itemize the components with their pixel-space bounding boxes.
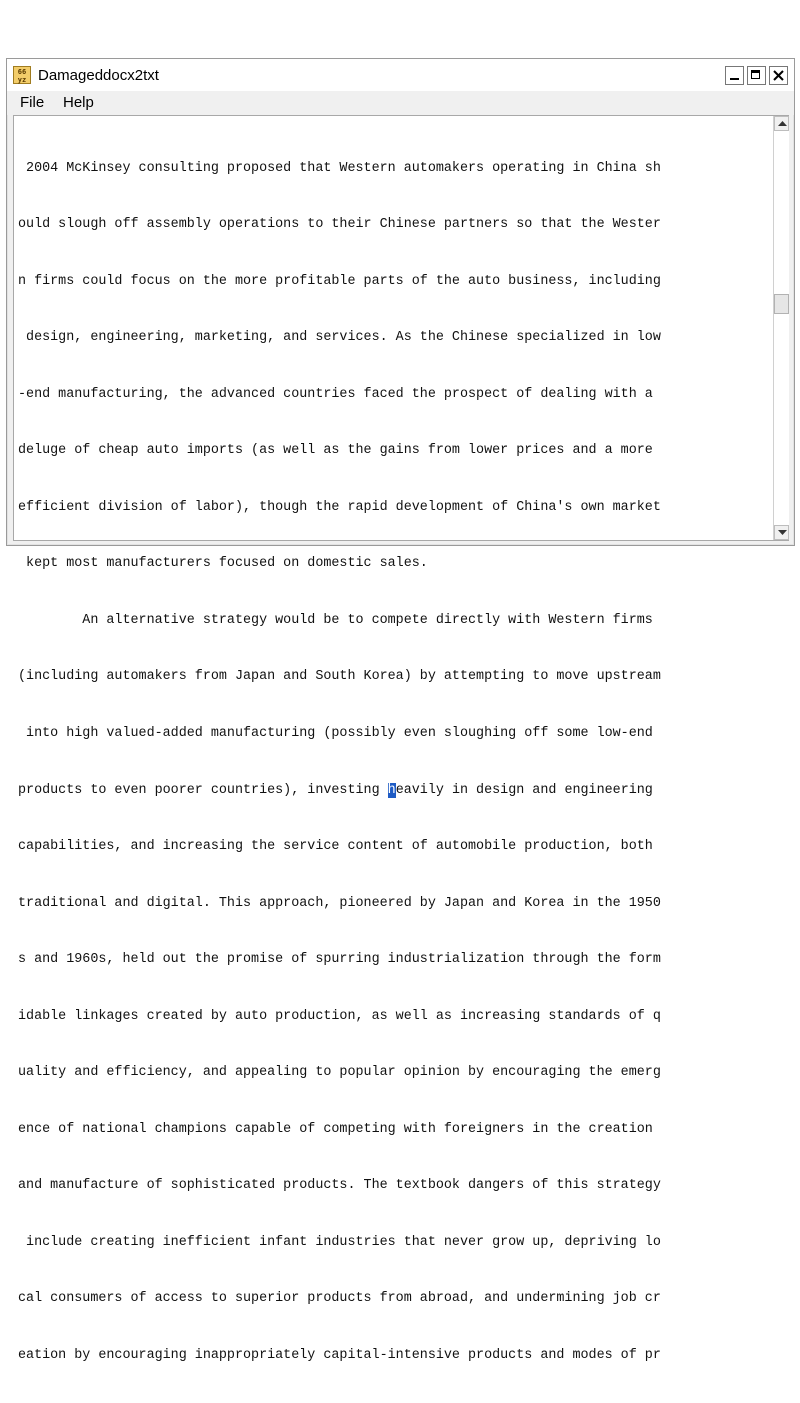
text-line: An alternative strategy would be to compete directly with Western firms <box>18 612 661 628</box>
text-line: -end manufacturing, the advanced countries faced the prospect of dealing with a <box>18 386 661 402</box>
text-line: design, engineering, marketing, and services. As the Chinese specialized in low <box>18 330 661 346</box>
text-line: uality and efficiency, and appealing to popular opinion by encouraging the emerg <box>18 1065 661 1081</box>
text-line: include creating inefficient infant industries that never grow up, depriving lo <box>18 1234 661 1250</box>
text-line: s and 1960s, held out the promise of spurring industrialization through the form <box>18 952 661 968</box>
document-text[interactable] <box>18 122 770 1363</box>
text-line: n firms could focus on the more profitable parts of the auto business, including <box>18 273 661 289</box>
text-line: kept most manufacturers focused on domestic sales. <box>18 556 428 572</box>
text-line: ould slough off assembly operations to their Chinese partners so that the Wester <box>18 217 661 233</box>
text-line-with-cursor <box>18 782 770 801</box>
text-editor[interactable] <box>13 115 789 1363</box>
arrow-up-icon <box>778 121 787 127</box>
text-line: idable linkages created by auto production, as well as increasing standards of q <box>18 1008 661 1024</box>
app-window <box>6 58 795 1363</box>
text-line: and manufacture of sophisticated products. The textbook dangers of this strategy <box>18 1178 661 1194</box>
title-bar[interactable] <box>7 59 794 91</box>
text-line: cal consumers of access to superior products from abroad, and undermining job cr <box>18 1291 661 1307</box>
text-line: 2004 McKinsey consulting proposed that Western automakers operating in China sh <box>18 160 661 176</box>
text-segment: products to even poorer countries), investing <box>18 782 388 798</box>
minimize-button[interactable] <box>725 66 744 85</box>
arrow-down-icon <box>778 530 787 536</box>
window-title: Damageddocx2txt <box>38 67 159 84</box>
menu-file[interactable]: File <box>20 94 45 111</box>
close-icon <box>773 70 784 81</box>
text-segment: eavily in design and engineering <box>395 782 661 798</box>
app-icon: 66 yz <box>13 66 31 84</box>
vertical-scrollbar[interactable] <box>773 116 789 540</box>
close-button[interactable] <box>769 66 788 85</box>
menu-bar <box>7 91 794 115</box>
text-line: deluge of cheap auto imports (as well as the gains from lower prices and a more <box>18 443 661 459</box>
maximize-button[interactable] <box>747 66 766 85</box>
text-line: ence of national champions capable of competing with foreigners in the creation <box>18 1121 661 1137</box>
text-line: into high valued-added manufacturing (possibly even sloughing off some low-end <box>18 726 661 741</box>
menu-help[interactable]: Help <box>63 94 94 111</box>
text-line: eation by encouraging inappropriately capital-intensive products and modes of pr <box>18 1347 661 1363</box>
scrollbar-thumb[interactable] <box>774 294 789 314</box>
text-line: (including automakers from Japan and South Korea) by attempting to move upstream <box>18 669 661 685</box>
scroll-down-button[interactable] <box>774 525 789 540</box>
text-cursor-selection: h <box>387 782 396 798</box>
text-line: capabilities, and increasing the service content of automobile production, both <box>18 839 661 855</box>
text-line: efficient division of labor), though the rapid development of China's own market <box>18 499 661 515</box>
text-line: traditional and digital. This approach, pioneered by Japan and Korea in the 1950 <box>18 895 661 911</box>
scroll-up-button[interactable] <box>774 116 789 131</box>
